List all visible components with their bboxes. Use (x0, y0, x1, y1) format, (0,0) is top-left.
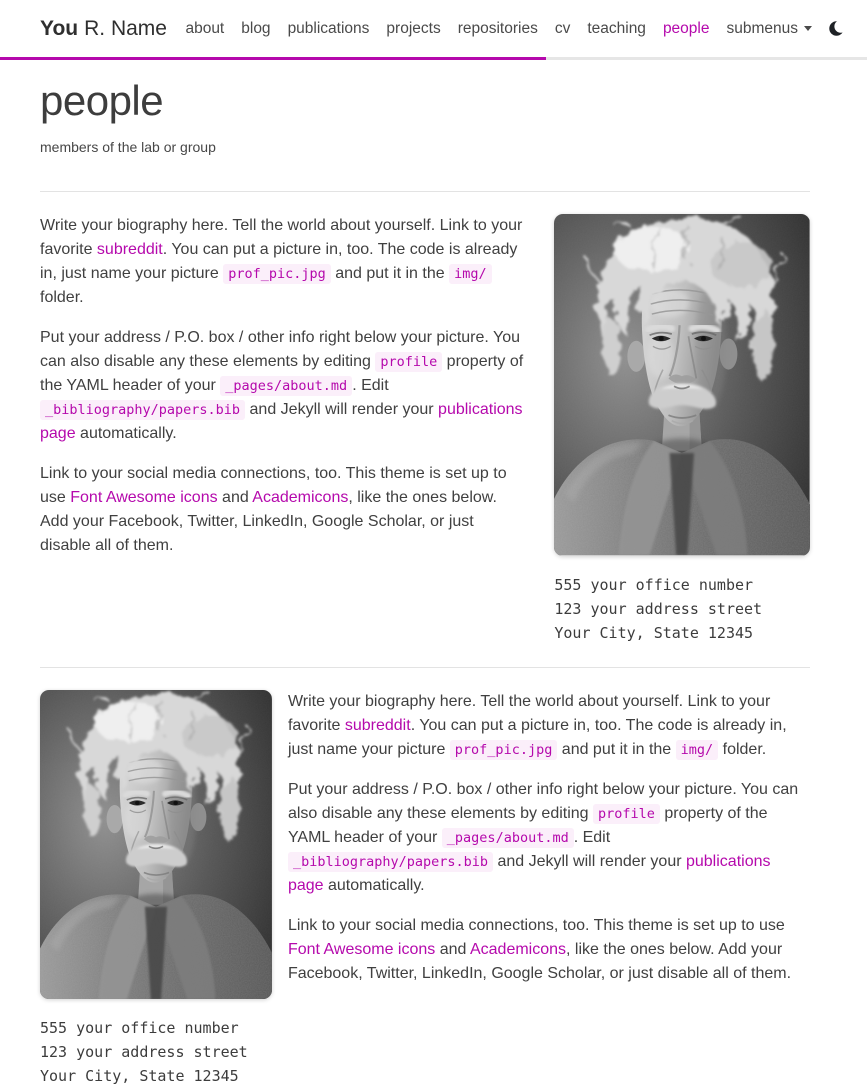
page-subtitle: members of the lab or group (40, 139, 216, 156)
bio-paragraph: Link to your social media connections, too. This theme is set up to use Font Awesome icons and Academicons, like the ones below. Add your Facebook, Twitter, LinkedIn, Google Scholar, or just disable all of them. (40, 465, 507, 555)
inline-link[interactable]: Font Awesome icons (287, 940, 436, 958)
profile-address (554, 573, 810, 645)
address-line: 555 your office number (554, 575, 754, 594)
inline-code: _pages/about.md (442, 828, 574, 848)
nav-item-repositories[interactable]: repositories (457, 19, 538, 37)
nav-item-publications[interactable]: publications (287, 19, 370, 37)
nav-item-submenus-label: submenus (726, 19, 798, 37)
moon-icon (828, 20, 845, 37)
theme-toggle-button[interactable] (828, 20, 845, 37)
photo-column-2 (40, 690, 288, 1088)
inline-code: img/ (449, 264, 492, 284)
nav-item-about[interactable]: about (185, 19, 225, 37)
address-line: 555 your office number (40, 1019, 239, 1038)
bio-paragraph: Put your address / P.O. box / other info right below your picture. You can also disable any these elements by editing profile property of the YAML header of your _pages/about.md . Edit _bibliography/papers.bib and Jekyll will render your publications page automatically. (40, 329, 524, 443)
inline-link[interactable]: publications page (40, 401, 523, 443)
dropdown-caret-icon (804, 26, 812, 31)
inline-code: _bibliography/papers.bib (288, 852, 493, 872)
photo-column-1 (554, 214, 810, 644)
inline-code: _pages/about.md (220, 376, 352, 396)
address-line: 123 your address street (554, 599, 763, 618)
nav-item-submenus[interactable] (726, 17, 812, 40)
inline-code: profile (375, 352, 442, 372)
bio-paragraph: Write your biography here. Tell the world about yourself. Link to your favorite subreddit. You can put a picture in, too. The code is already in, just name your picture prof_pic.jpg and put it in the img/ folder. (40, 217, 523, 307)
inline-link[interactable]: Font Awesome icons (70, 489, 218, 507)
profile-address (40, 1016, 272, 1088)
inline-code: _bibliography/papers.bib (40, 400, 245, 420)
profile-photo[interactable] (40, 690, 272, 1000)
einstein-portrait-image[interactable] (40, 690, 272, 1000)
scroll-progress-bar (0, 57, 867, 60)
inline-link[interactable]: publications page (287, 852, 771, 894)
nav-links (168, 17, 845, 40)
address-line: Your City, State 12345 (554, 623, 754, 642)
inline-code: prof_pic.jpg (223, 264, 331, 284)
nav-item-teaching[interactable]: teaching (587, 19, 646, 37)
bio-paragraph: Put your address / P.O. box / other info right below your picture. You can also disable any these elements by editing profile property of the YAML header of your _pages/about.md . Edit _bibliography/papers.bib and Jekyll will render your publications page automatically. (287, 780, 799, 894)
nav-item-blog[interactable]: blog (241, 19, 271, 37)
profile-section-2 (40, 668, 810, 1088)
nav-item-cv[interactable]: cv (554, 19, 571, 37)
inline-code: prof_pic.jpg (450, 740, 558, 760)
inline-link[interactable]: Academicons (252, 489, 349, 507)
profile-photo[interactable] (554, 214, 810, 555)
address-line: 123 your address street (40, 1043, 248, 1062)
profile-section-1 (40, 192, 810, 666)
scroll-progress-fill (0, 57, 546, 60)
inline-link[interactable]: subreddit (96, 241, 163, 259)
inline-link[interactable]: Academicons (469, 940, 567, 958)
site-brand[interactable] (40, 13, 167, 45)
brand-bold: You (40, 16, 79, 40)
inline-code: profile (593, 804, 660, 824)
page-content (0, 77, 867, 1088)
bio-text-2 (288, 690, 810, 1088)
inline-link[interactable]: subreddit (344, 716, 411, 734)
nav-item-projects[interactable]: projects (386, 19, 441, 37)
bio-paragraph: Link to your social media connections, too. This theme is set up to use Font Awesome icons and Academicons, like the ones below. Add your Facebook, Twitter, LinkedIn, Google Scholar, or just disable all of them. (287, 916, 792, 982)
bio-paragraph: Write your biography here. Tell the world about yourself. Link to your favorite subreddit. You can put a picture in, too. The code is already in, just name your picture prof_pic.jpg and put it in the img/ folder. (287, 692, 787, 758)
brand-rest: R. Name (84, 16, 167, 40)
address-line: Your City, State 12345 (40, 1067, 239, 1086)
bio-text-1 (40, 214, 554, 644)
einstein-portrait-image[interactable] (554, 214, 810, 555)
nav-item-people[interactable]: people (662, 19, 710, 37)
page-title: people (40, 77, 164, 124)
inline-code: img/ (676, 740, 719, 760)
navbar (0, 0, 867, 60)
